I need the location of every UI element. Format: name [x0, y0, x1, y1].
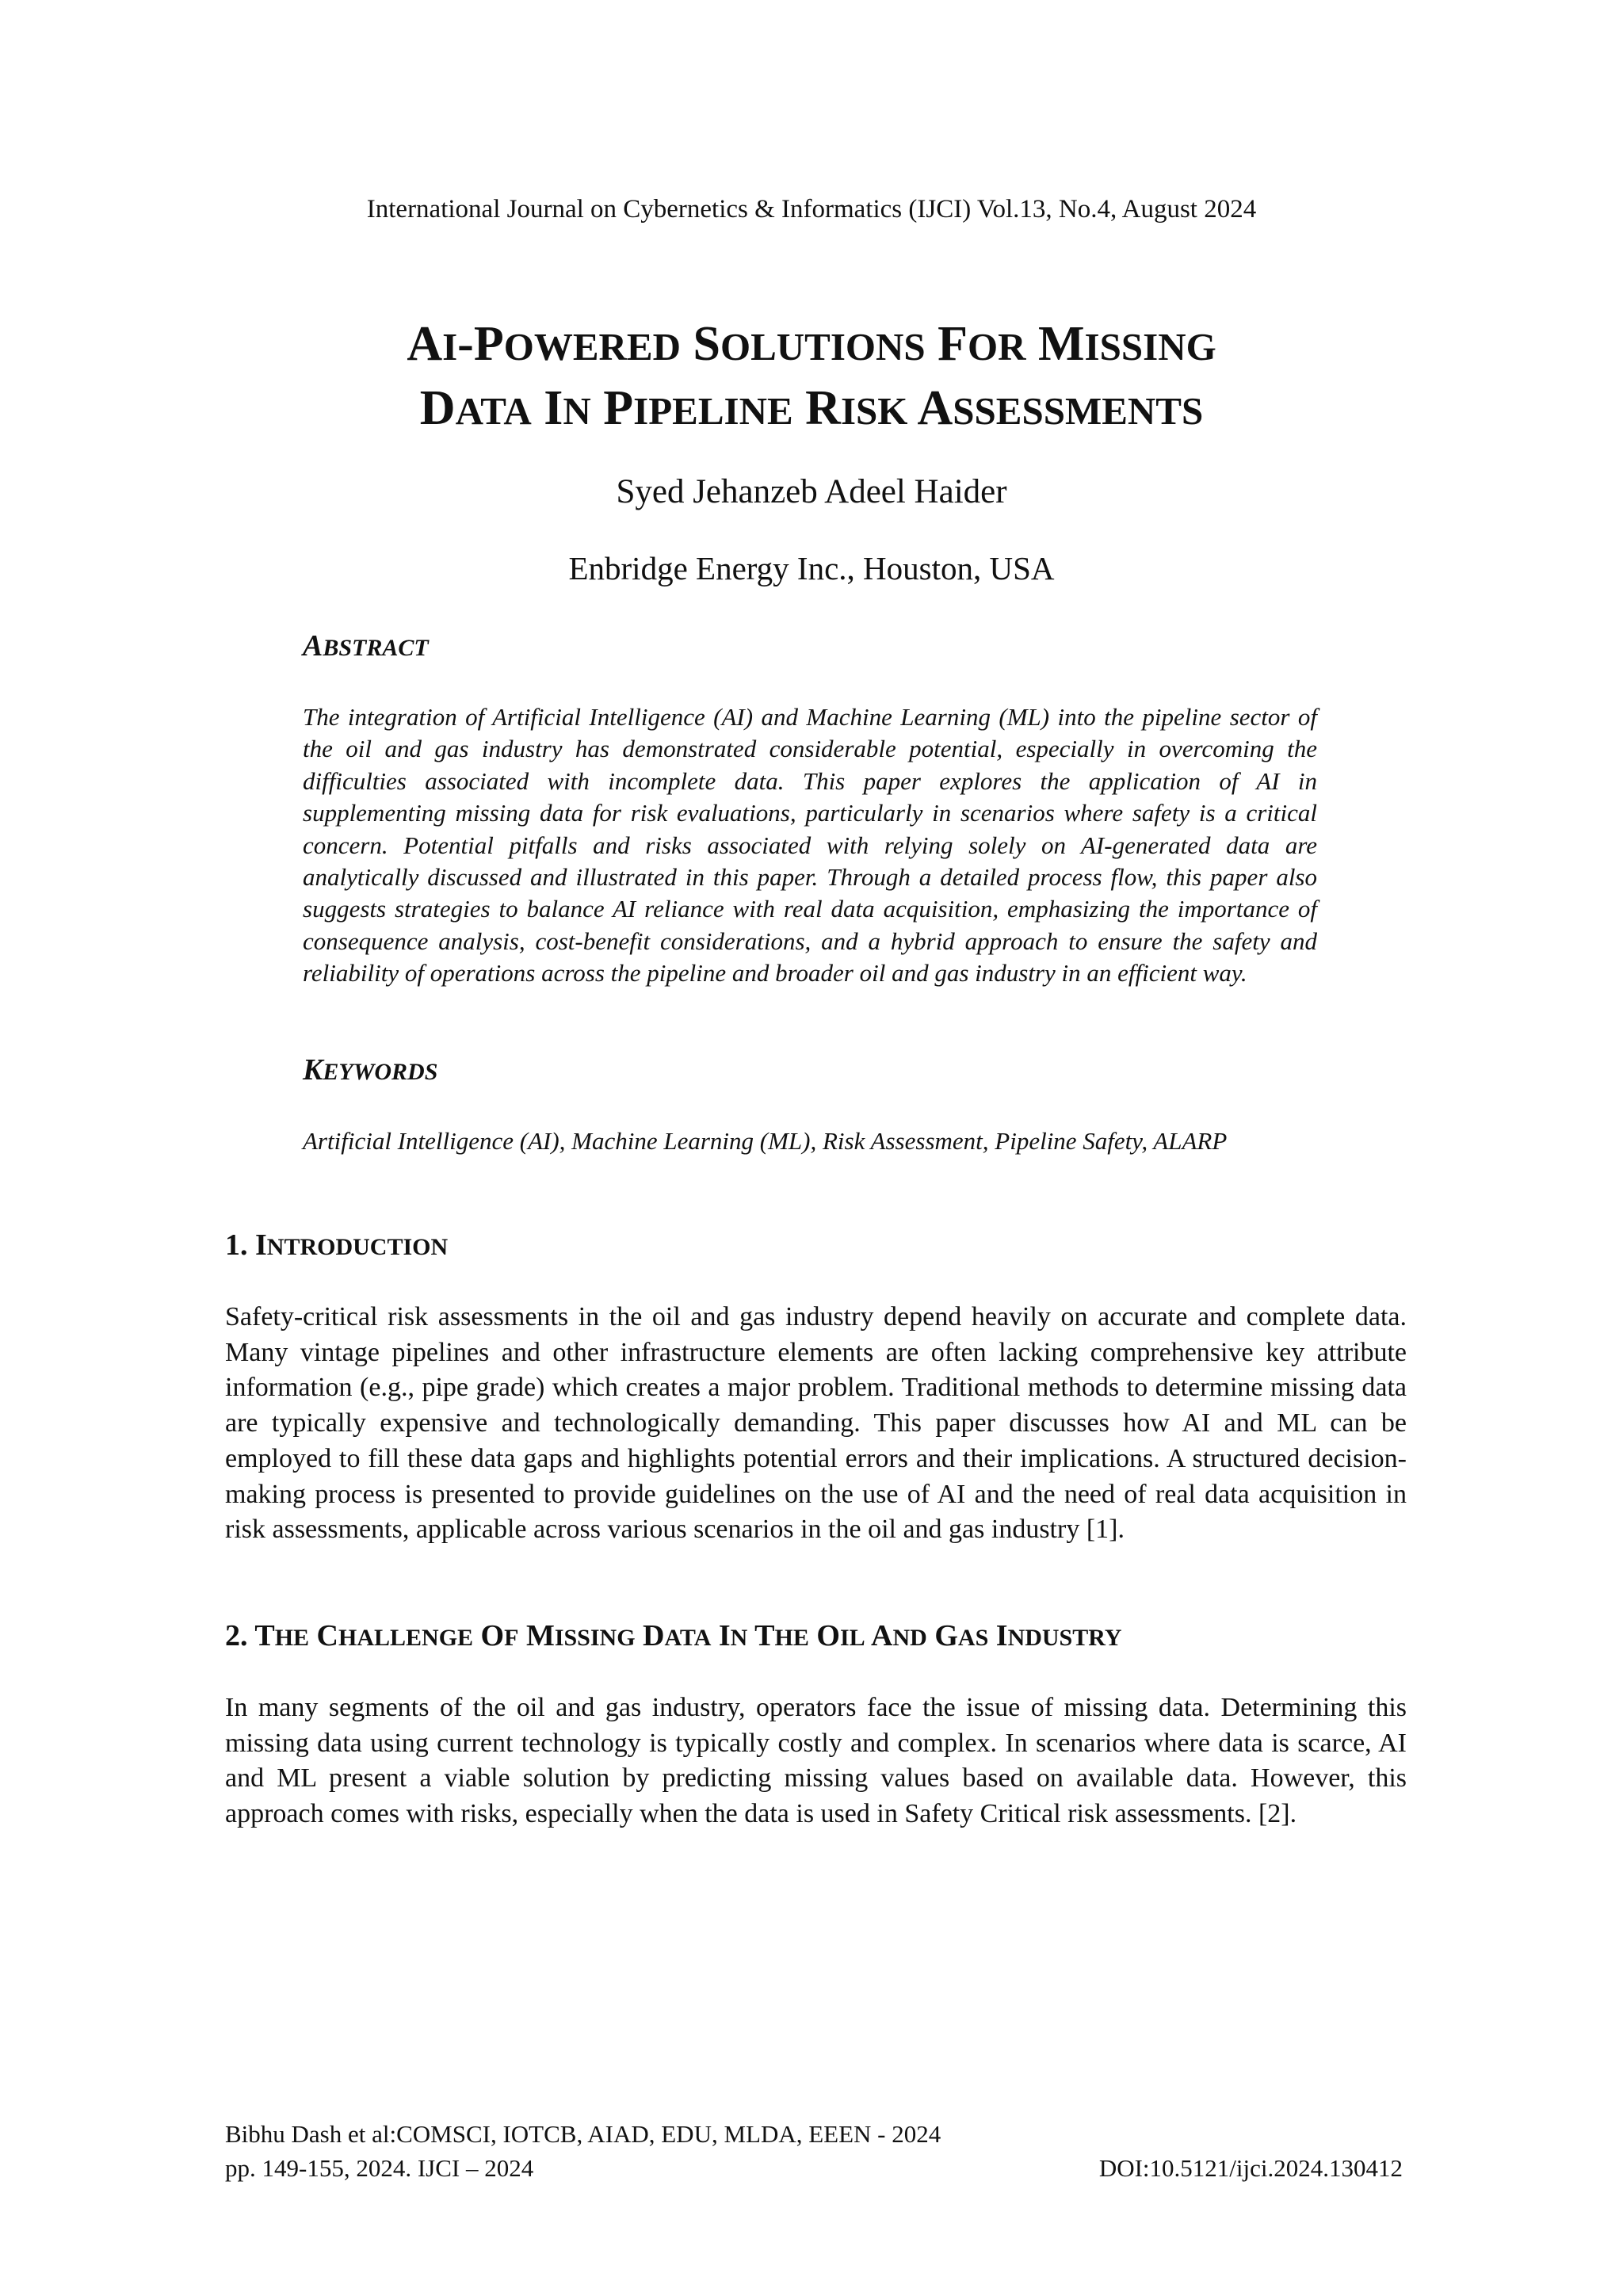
footer-pages: pp. 149-155, 2024. IJCI – 2024 — [225, 2154, 534, 2182]
keywords-text: Artificial Intelligence (AI), Machine Learning (ML), Risk Assessment, Pipeline Safety, ALARP — [303, 1127, 1228, 1155]
running-header: International Journal on Cybernetics & Informatics (IJCI) Vol.13, No.4, August 2024 — [366, 195, 1257, 223]
section-text-introduction: Safety-critical risk assessments in the oil and gas industry depend heavily on accurate and complete data. Many vintage pipelines and other infrastructure elements are often lacking comprehensive key attribute information (e.g., pipe grade) which creates a major problem. Traditional methods to determine missing data are typically expensive and technologically demanding. This paper discusses how AI and ML can be employed to fill these data gaps and highlights potential errors and their implications. A structured decision-making process is presented to provide guidelines on the use of AI and the need of real data acquisition in risk assessments, applicable across various scenarios in the oil and gas industry [1]. — [225, 1302, 1407, 1545]
keywords-heading: KEYWORDS — [303, 1053, 438, 1087]
footer-conference: Bibhu Dash et al:COMSCI, IOTCB, AIAD, EDU, MLDA, EEEN - 2024 — [225, 2120, 941, 2148]
abstract-heading: ABSTRACT — [303, 629, 429, 663]
section-heading-challenge: 2. THE CHALLENGE OF MISSING DATA IN THE OIL AND GAS INDUSTRY — [225, 1619, 1122, 1652]
paper-title — [0, 312, 1623, 440]
abstract-text: The integration of Artificial Intelligence (AI) and Machine Learning (ML) into the pipeline sector of the oil and gas industry has demonstrated considerable potential, especially in overcoming the difficulties associated with incomplete data. This paper explores the application of AI in supplementing missing data for risk evaluations, particularly in scenarios where safety is a critical concern. Potential pitfalls and risks associated with relying solely on AI-generated data are analytically discussed and illustrated in this paper. Through a detailed process flow, this paper also suggests strategies to balance AI reliance with real data acquisition, emphasizing the importance of consequence analysis, cost-benefit considerations, and a hybrid approach to ensure the safety and reliability of operations across the pipeline and broader oil and gas industry in an efficient way. — [303, 703, 1317, 988]
paper-title-line-1: AI-POWERED SOLUTIONS FOR MISSING — [407, 317, 1216, 371]
footer-doi: DOI:10.5121/ijci.2024.130412 — [1098, 2154, 1403, 2182]
section-heading-introduction: 1. INTRODUCTION — [225, 1228, 449, 1262]
section-text-challenge: In many segments of the oil and gas industry, operators face the issue of missing data. Determining this missing data using current technology is typically costly and complex. In scenarios where data is scarce, AI and ML present a viable solution by predicting missing values based on available data. However, this approach comes with risks, especially when the data is used in Safety Critical risk assessments. [2]. — [225, 1693, 1407, 1829]
paper-title-line-2: DATA IN PIPELINE RISK ASSESSMENTS — [419, 380, 1204, 435]
author-name: Syed Jehanzeb Adeel Haider — [616, 473, 1007, 510]
author-affiliation: Enbridge Energy Inc., Houston, USA — [568, 550, 1055, 586]
